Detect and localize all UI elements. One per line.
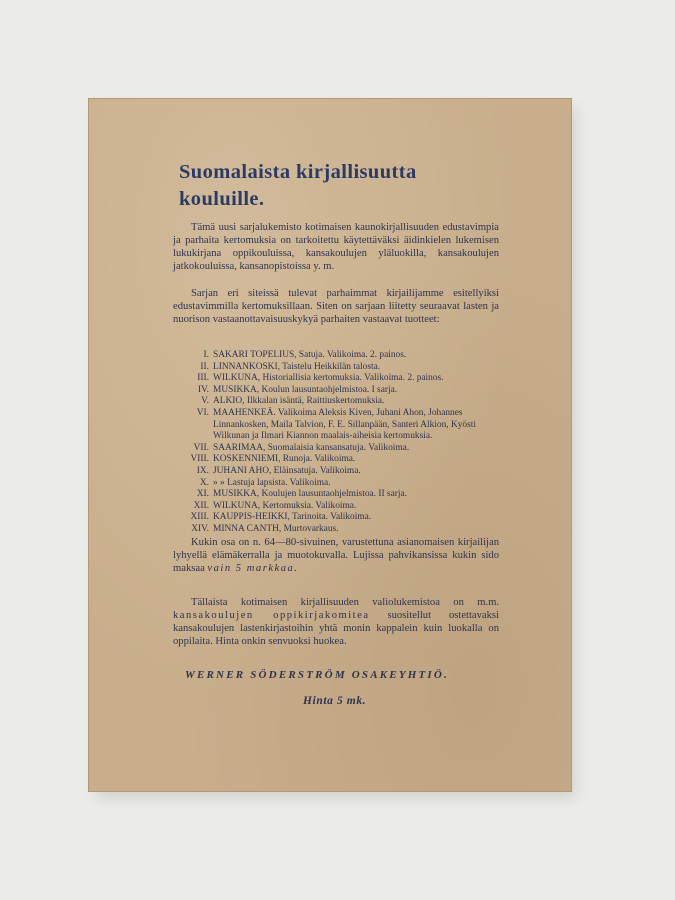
series-item [159, 443, 509, 455]
series-item-number: IV. [197, 384, 209, 395]
series-item-title: KOSKENNIEMI, Runoja. Valikoima. [213, 454, 356, 465]
series-item-title: ALKIO, Ilkkalan isäntä, Raittiuskertomuksia. [213, 396, 385, 407]
series-item [159, 489, 509, 501]
series-item-number: I. [203, 350, 209, 360]
series-item-number: X. [199, 477, 209, 488]
series-item-title: MAAHENKEÄ. Valikoima Aleksis Kiven, Juhani Ahon, Johannes Linnankosken, Maila Talvion, F. E. Sillanpään, Santeri Alkion, Kyösti Wilkunan ja Ilmari Kiannon maalais-aiheisia kertomuksia. [213, 407, 476, 442]
series-list [159, 350, 509, 536]
format-text: Kukin osa on n. 64—80-sivuinen, varustettuna asianomaisen kirjailijan lyhyellä elämäkerralla ja muotokuvalla. Lujissa pahvikansissa kukin sido maksaa [173, 537, 499, 575]
series-item [159, 373, 509, 385]
series-item-title: MUSIKKA, Koulujen lausuntaohjelmistoa. II sarja. [213, 489, 407, 500]
series-item-title: SAARIMAA, Suomalaisia kansansatuja. Valikoima. [213, 442, 410, 453]
series-item-number: V. [201, 396, 209, 407]
series-item-title: WILKUNA, Kertomuksia. Valikoima. [213, 500, 357, 511]
series-item-title: SAKARI TOPELIUS, Satuja. Valikoima. 2. painos. [213, 350, 407, 360]
publisher-name: WERNER SÖDERSTRÖM OSAKEYHTIÖ. [185, 669, 449, 681]
heading-line-2: kouluille. [179, 188, 265, 210]
series-item-number: VII. [193, 442, 209, 453]
format-paragraph [173, 536, 499, 575]
series-item-number: II. [200, 361, 209, 372]
series-item [159, 478, 509, 490]
series-item-title: LINNANKOSKI, Taistelu Heikkilän talosta. [213, 361, 381, 372]
recommendation-text-start: Tällaista kotimaisen kirjallisuuden valiolukemistoa on m.m. [191, 597, 499, 608]
series-item [159, 466, 509, 478]
series-item-title: WILKUNA, Historiallisia kertomuksia. Valikoima. 2. painos. [213, 373, 444, 384]
series-item-title: JUHANI AHO, Eläinsatuja. Valikoima. [213, 465, 361, 476]
price-line: Hinta 5 mk. [303, 695, 367, 707]
series-item [159, 350, 509, 362]
price-emphasis: vain 5 markkaa. [207, 563, 299, 575]
series-item [159, 454, 509, 466]
series-item-number: XI. [196, 489, 209, 500]
series-item [159, 512, 509, 524]
series-item [159, 396, 509, 408]
recommendation-text-end: suositellut ostettavaksi kansakoulujen lastenkirjastoihin yhtä monin kappalein kuin luokalla on oppilaita. Hinta onkin senvuoksi huokea. [173, 610, 499, 648]
series-item-title: MUSIKKA, Koulun lausuntaohjelmistoa. I sarja. [213, 384, 398, 395]
series-item-number: III. [197, 373, 209, 384]
intro-paragraph: Tämä uusi sarjalukemisto kotimaisen kaunokirjallisuuden edustavimpia ja parhaita kertomuksia on tarkoitettu käytettäväksi äidinkielen lukemisen lukukirjana oppikouluissa, kansakoulujen yläluokilla, kansakoulujen jatkokouluissa, kansanopistoissa y. m. [173, 222, 499, 273]
series-item-number: XIV. [191, 523, 209, 534]
series-item-number: IX. [196, 465, 209, 476]
series-description-paragraph: Sarjan eri siteissä tulevat parhaimmat kirjailijamme esitellyiksi edustavimmilla kertomuksillaan. Siten on sarjaan liitetty seuraavat lasten ja nuorison vastaanottavaisuuskykyä parhaiten vastaavat tuotteet: [173, 288, 499, 326]
heading [179, 159, 417, 213]
recommendation-paragraph [173, 596, 499, 648]
series-item-number: XII. [193, 500, 209, 511]
series-item [159, 524, 509, 536]
series-item-title: KAUPPIS-HEIKKI, Tarinoita. Valikoima. [213, 512, 372, 523]
heading-line-1: Suomalaista kirjallisuutta [179, 161, 417, 183]
series-item-number: XIII. [190, 512, 209, 523]
committee-name: kansakoulujen oppikirjakomitea [173, 610, 370, 622]
series-item-number: VIII. [190, 454, 209, 465]
series-item [159, 362, 509, 374]
series-item-title: MINNA CANTH, Murtovarkaus. [213, 523, 339, 534]
series-item [159, 408, 509, 443]
series-item [159, 501, 509, 513]
series-item-title: » » Lastuja lapsista. Valikoima. [213, 477, 331, 488]
series-item-number: VI. [196, 407, 209, 418]
booklet-back-cover [88, 98, 572, 792]
series-item [159, 385, 509, 397]
